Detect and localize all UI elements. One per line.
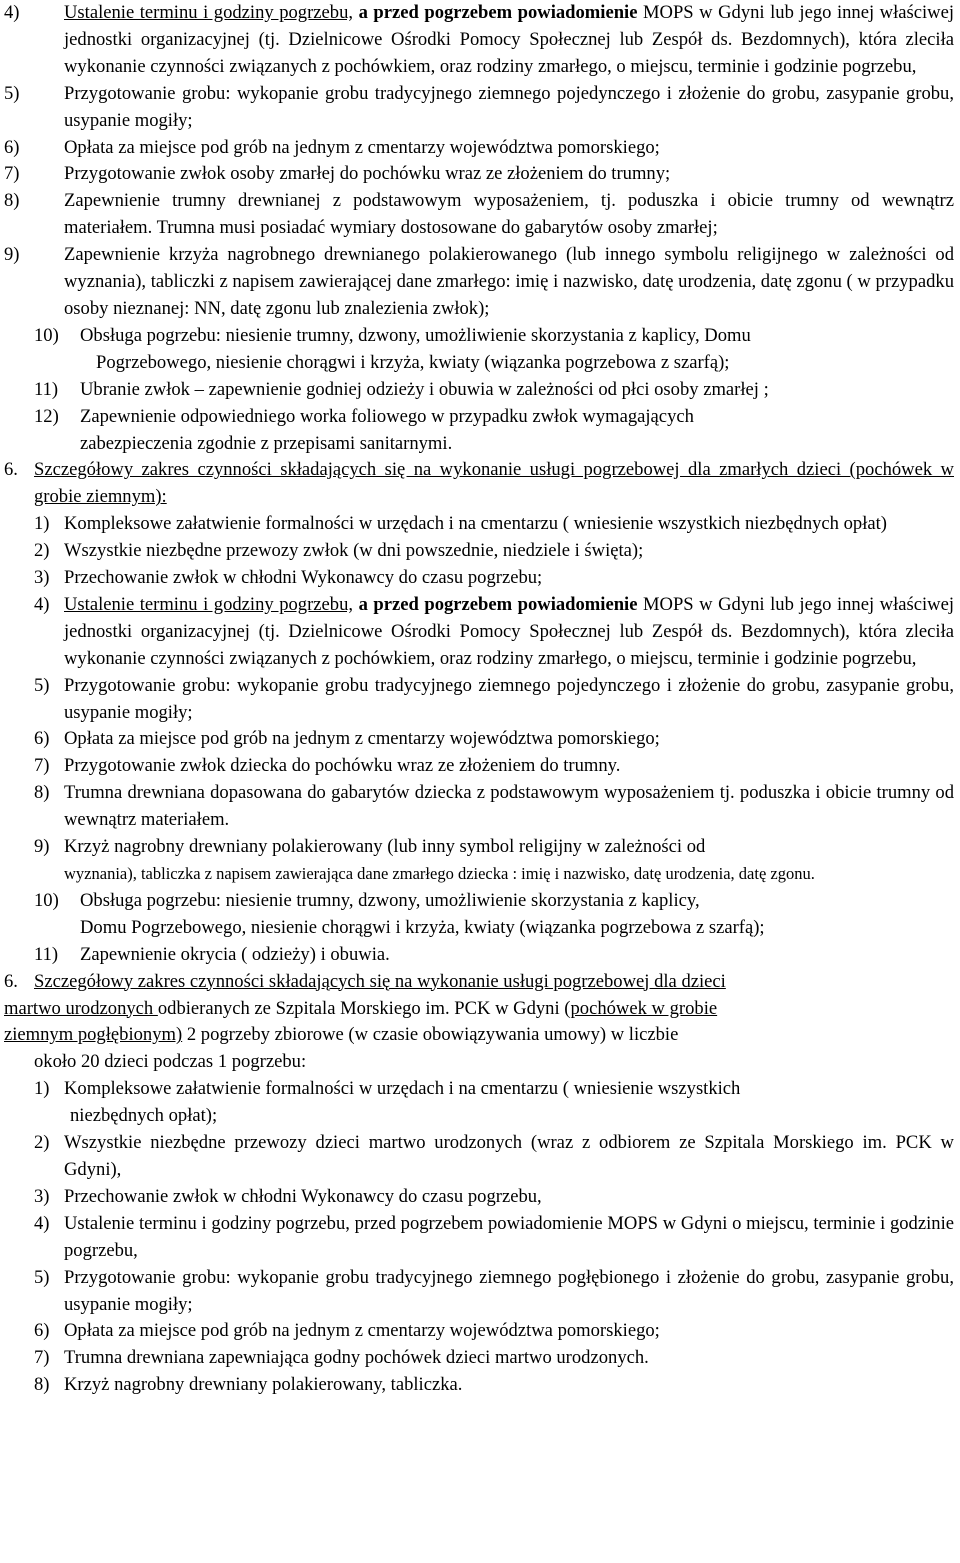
list-item: 1) Kompleksowe załatwienie formalności w urzędach i na cmentarzu ( wniesienie wszystkich niezbędnych opłat) xyxy=(34,513,887,535)
list-item: 8) Trumna drewniana dopasowana do gabarytów dziecka z podstawowym wyposażeniem tj. poduszka i obicie trumny od wewnątrz materiałem. xyxy=(34,782,954,831)
list-item: 3) Przechowanie zwłok w chłodni Wykonawcy do czasu pogrzebu; xyxy=(34,567,543,589)
list-item: 4) Ustalenie terminu i godziny pogrzebu, przed pogrzebem powiadomienie MOPS w Gdyni o miejscu, terminie i godzinie pogrzebu, xyxy=(34,1212,954,1261)
list-item: 6) Opłata za miejsce pod grób na jednym z cmentarzy województwa pomorskiego; xyxy=(34,1320,660,1342)
section-heading: 6. Szczegółowy zakres czynności składających się na wykonanie usługi pogrzebowej dla zmarłych dzieci (pochówek w grobie ziemnym): xyxy=(4,459,954,508)
list-item: 7) Trumna drewniana zapewniająca godny pochówek dzieci martwo urodzonych. xyxy=(34,1347,649,1369)
list-item: 8) Krzyż nagrobny drewniany polakierowany, tabliczka. xyxy=(34,1374,463,1396)
list-item: 5) Przygotowanie grobu: wykopanie grobu tradycyjnego ziemnego pojedynczego i złożenie do grobu, zasypanie grobu, usypanie mogiły; xyxy=(34,674,954,723)
list-item: 3) Przechowanie zwłok w chłodni Wykonawcy do czasu pogrzebu, xyxy=(34,1185,542,1207)
list-item: 2) Wszystkie niezbędne przewozy zwłok (w dni powszednie, niedziele i święta); xyxy=(34,540,644,562)
list-item: 7) Przygotowanie zwłok osoby zmarłej do pochówku wraz ze złożeniem do trumny; xyxy=(4,163,671,185)
list-item: 11) Zapewnienie okrycia ( odzieży) i obuwia. xyxy=(34,943,390,965)
list-item: 6) Opłata za miejsce pod grób na jednym z cmentarzy województwa pomorskiego; xyxy=(4,136,660,158)
section-heading: 6. Szczegółowy zakres czynności składających się na wykonanie usługi pogrzebowej dla dzieci xyxy=(4,970,726,992)
list-item: 7) Przygotowanie zwłok dziecka do pochówku wraz ze złożeniem do trumny. xyxy=(34,755,621,777)
list-item: 10) Obsługa pogrzebu: niesienie trumny, dzwony, umożliwienie skorzystania z kaplicy, Domu Pogrzebowego, niesienie chorągwi i krzyża, kwiaty (wiązanka pogrzebowa z szarfą); xyxy=(34,324,751,373)
list-item: 11) Ubranie zwłok – zapewnienie godniej odzieży i obuwia w zależności od płci osoby zmarłej ; xyxy=(34,378,769,400)
list-item: 9) Zapewnienie krzyża nagrobnego drewnianego polakierowanego (lub innego symbolu religijnego w zależności od wyznania), tabliczki z napisem zawierającej dane zmarłego: imię i nazwisko, datę urodzenia, datę zgonu ( w przypadku osoby nieznanej: NN, datę zgonu lub znalezienia zwłok); xyxy=(4,244,954,319)
list-item: 5) Przygotowanie grobu: wykopanie grobu tradycyjnego ziemnego pogłębionego i złożenie do grobu, zasypanie grobu, usypanie mogiły; xyxy=(34,1266,954,1315)
list-item: 4) Ustalenie terminu i godziny pogrzebu, a przed pogrzebem powiadomienie MOPS w Gdyni lub jego innej właściwej jednostki organizacyjnej (tj. Dzielnicowe Ośrodki Pomocy Społecznej lub Zespół ds. Bezdomnych), która zleciła wykonanie czynności związanych z pochówkiem, oraz rodziny zmarłego, o miejscu, terminie i godzinie pogrzebu, xyxy=(34,593,954,669)
list-item: 5) Przygotowanie grobu: wykopanie grobu tradycyjnego ziemnego pojedynczego i złożenie do grobu, zasypanie grobu, usypanie mogiły; xyxy=(4,82,954,131)
section-heading-continuation: martwo urodzonych odbieranych ze Szpitala Morskiego im. PCK w Gdyni (pochówek w grobie ziemnym pogłębionym) 2 pogrzeby zbiorowe (w czasie obowiązywania umowy) w liczbie około 20 dzieci podczas 1 pogrzebu: xyxy=(4,997,718,1073)
list-item: 8) Zapewnienie trumny drewnianej z podstawowym wyposażeniem, tj. poduszka i obicie trumny od wewnątrz materiałem. Trumna musi posiadać wymiary dostosowane do gabarytów osoby zmarłej; xyxy=(4,190,954,239)
list-item: 1) Kompleksowe załatwienie formalności w urzędach i na cmentarzu ( wniesienie wszystkich niezbędnych opłat); xyxy=(34,1078,741,1127)
list-item: 12) Zapewnienie odpowiedniego worka foliowego w przypadku zwłok wymagających zabezpieczenia zgodnie z przepisami sanitarnymi. xyxy=(34,405,694,454)
list-item: 9) Krzyż nagrobny drewniany polakierowany (lub inny symbol religijny w zależności od wyznania), tabliczka z napisem zawierająca dane zmarłego dziecka : imię i nazwisko, datę urodzenia, datę zgonu. xyxy=(34,836,815,883)
list-item: 10) Obsługa pogrzebu: niesienie trumny, dzwony, umożliwienie skorzystania z kaplicy, Domu Pogrzebowego, niesienie chorągwi i krzyża, kwiaty (wiązanka pogrzebowa z szarfą); xyxy=(34,889,765,938)
list-item: 6) Opłata za miejsce pod grób na jednym z cmentarzy województwa pomorskiego; xyxy=(34,728,660,750)
list-item: 4) Ustalenie terminu i godziny pogrzebu, a przed pogrzebem powiadomienie MOPS w Gdyni lub jego innej właściwej jednostki organizacyjnej (tj. Dzielnicowe Ośrodki Pomocy Społecznej lub Zespół ds. Bezdomnych), która zleciła wykonanie czynności związanych z pochówkiem, oraz rodziny zmarłego, o miejscu, terminie i godzinie pogrzebu, xyxy=(4,2,954,77)
list-item: 2) Wszystkie niezbędne przewozy dzieci martwo urodzonych (wraz z odbiorem ze Szpitala Morskiego im. PCK w Gdyni), xyxy=(34,1132,954,1180)
